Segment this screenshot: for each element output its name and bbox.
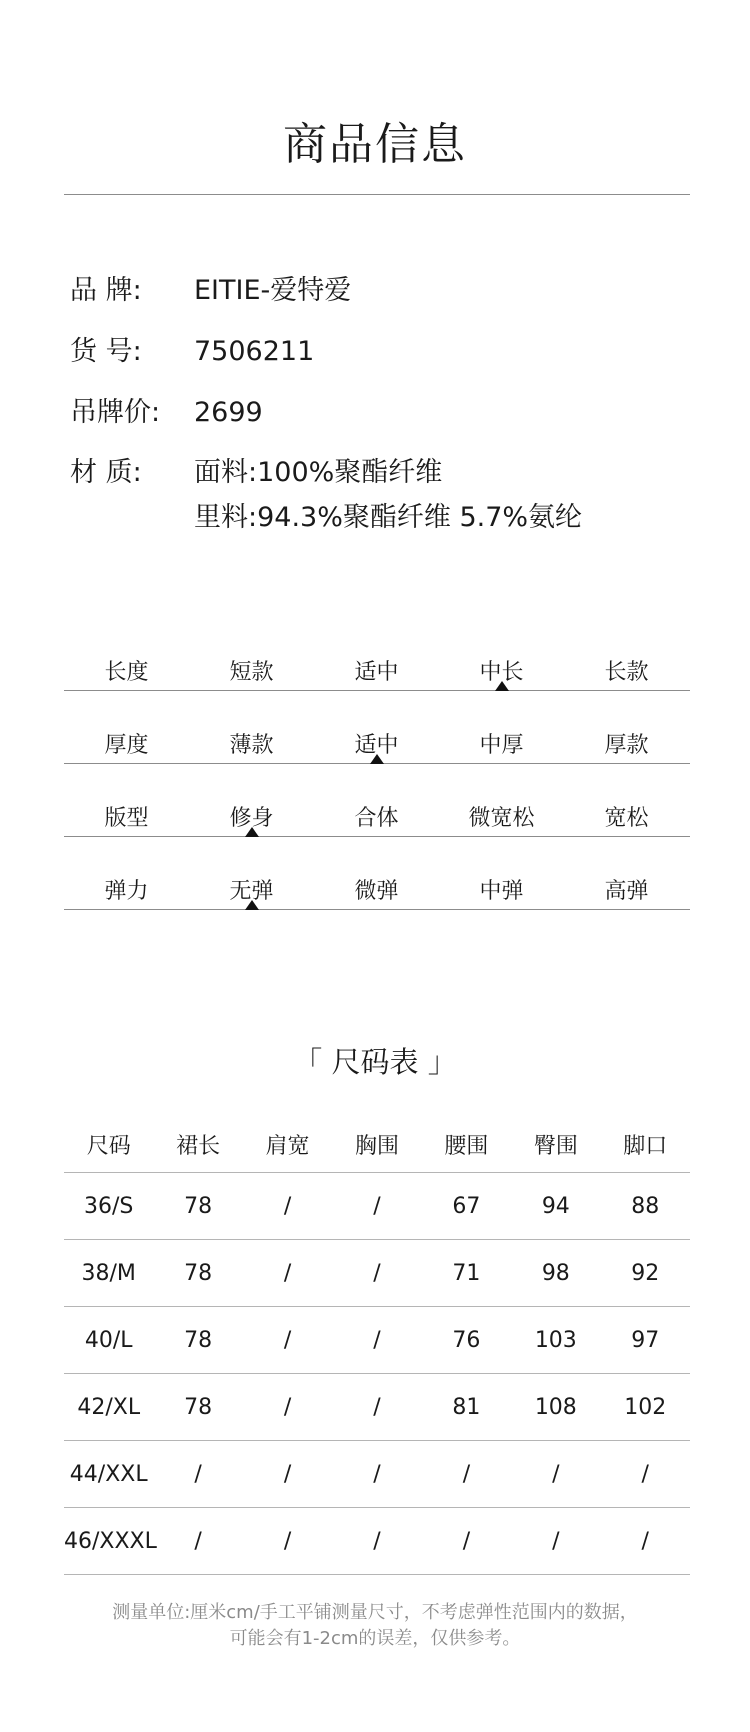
table-cell: / (243, 1508, 332, 1575)
info-row-material (70, 453, 710, 493)
attr-option: 中弹 (479, 879, 524, 904)
table-row (64, 1307, 690, 1374)
table-cell: 78 (153, 1307, 242, 1374)
table-cell: / (601, 1508, 690, 1575)
info-label-item-number: 货 号: (70, 336, 142, 367)
attr-option: 中长 (479, 660, 524, 685)
table-cell: / (422, 1441, 511, 1508)
column-header: 脚口 (601, 1117, 690, 1173)
table-cell: 92 (601, 1240, 690, 1307)
table-cell: 78 (153, 1374, 242, 1441)
table-cell: / (243, 1307, 332, 1374)
table-cell: 46/XXXL (64, 1508, 153, 1575)
table-row (64, 1441, 690, 1508)
attr-row-fit (64, 801, 690, 874)
table-cell: 88 (601, 1173, 690, 1240)
table-cell: / (601, 1441, 690, 1508)
attr-row-length (64, 655, 690, 728)
table-cell: 94 (511, 1173, 600, 1240)
attr-row-thickness (64, 728, 690, 801)
column-header: 胸围 (332, 1117, 421, 1173)
table-cell: 78 (153, 1240, 242, 1307)
table-cell: / (243, 1441, 332, 1508)
attr-name-elasticity: 弹力 (104, 879, 149, 904)
selected-marker-icon (495, 681, 509, 691)
selected-marker-icon (370, 754, 384, 764)
table-cell: / (153, 1441, 242, 1508)
measurement-note-line-2: 可能会有1-2cm的误差，仅供参考。 (229, 1628, 521, 1649)
info-row-item-number (70, 332, 710, 372)
selected-marker-icon (245, 900, 259, 910)
attr-row-elasticity (64, 874, 690, 947)
table-cell: / (243, 1173, 332, 1240)
info-value-item-number: 7506211 (194, 336, 315, 367)
table-cell: 81 (422, 1374, 511, 1441)
table-cell: 108 (511, 1374, 600, 1441)
table-cell: / (511, 1441, 600, 1508)
table-header-row (64, 1117, 690, 1173)
table-cell: 76 (422, 1307, 511, 1374)
table-cell: 71 (422, 1240, 511, 1307)
column-header: 尺码 (64, 1117, 153, 1173)
info-label-material: 材 质: (70, 457, 142, 488)
table-cell: 44/XXL (64, 1441, 153, 1508)
table-row (64, 1240, 690, 1307)
attr-option: 厚款 (604, 733, 649, 758)
table-cell: 67 (422, 1173, 511, 1240)
info-value-tag-price: 2699 (194, 397, 263, 428)
info-value-shell-fabric: 面料:100%聚酯纤维 (194, 457, 443, 488)
attr-option: 无弹 (229, 879, 274, 904)
attr-option: 中厚 (479, 733, 524, 758)
table-cell: / (332, 1508, 421, 1575)
table-cell: 98 (511, 1240, 600, 1307)
table-row (64, 1374, 690, 1441)
table-cell: 97 (601, 1307, 690, 1374)
attr-divider (64, 909, 690, 910)
measurement-note-line-1: 测量单位:厘米cm/手工平铺测量尺寸，不考虑弹性范围内的数据， (112, 1602, 638, 1623)
info-value-lining: 里料:94.3%聚酯纤维 5.7%氨纶 (194, 502, 583, 533)
info-label-tag-price: 吊牌价: (70, 397, 161, 428)
title-divider (64, 194, 690, 195)
size-chart-table (64, 1117, 690, 1575)
table-cell: 36/S (64, 1173, 153, 1240)
column-header: 臀围 (511, 1117, 600, 1173)
table-cell: / (332, 1240, 421, 1307)
attr-option: 短款 (229, 660, 274, 685)
table-row (64, 1508, 690, 1575)
attr-option: 宽松 (604, 806, 649, 831)
attr-option: 长款 (604, 660, 649, 685)
info-label-brand: 品 牌: (70, 275, 142, 306)
attr-option: 适中 (354, 660, 399, 685)
size-chart-title: 「 尺码表 」 (293, 1045, 457, 1079)
table-cell: 102 (601, 1374, 690, 1441)
attr-divider (64, 836, 690, 837)
info-row-brand (70, 271, 710, 311)
table-cell: / (332, 1441, 421, 1508)
page-title: 商品信息 (283, 119, 467, 170)
attr-option: 高弹 (604, 879, 649, 904)
table-cell: 103 (511, 1307, 600, 1374)
table-cell: / (332, 1307, 421, 1374)
column-header: 腰围 (422, 1117, 511, 1173)
table-cell: / (243, 1374, 332, 1441)
attr-option: 合体 (354, 806, 399, 831)
attr-divider (64, 690, 690, 691)
selected-marker-icon (245, 827, 259, 837)
table-cell: / (332, 1374, 421, 1441)
attr-option: 修身 (229, 806, 274, 831)
table-cell: 42/XL (64, 1374, 153, 1441)
column-header: 肩宽 (243, 1117, 332, 1173)
table-row (64, 1173, 690, 1240)
table-cell: 40/L (64, 1307, 153, 1374)
table-cell: 78 (153, 1173, 242, 1240)
info-row-tag-price (70, 393, 710, 433)
attr-name-thickness: 厚度 (104, 733, 149, 758)
table-cell: 38/M (64, 1240, 153, 1307)
attr-option: 微弹 (354, 879, 399, 904)
attr-name-fit: 版型 (104, 806, 149, 831)
table-cell: / (153, 1508, 242, 1575)
info-value-brand: EITIE-爱特爱 (194, 275, 352, 306)
table-cell: / (332, 1173, 421, 1240)
info-row-material-lining (70, 498, 710, 538)
table-cell: / (243, 1240, 332, 1307)
table-cell: / (422, 1508, 511, 1575)
attr-option: 微宽松 (468, 806, 535, 831)
attr-option: 适中 (354, 733, 399, 758)
table-cell: / (511, 1508, 600, 1575)
attr-option: 薄款 (229, 733, 274, 758)
column-header: 裙长 (153, 1117, 242, 1173)
attr-name-length: 长度 (104, 660, 149, 685)
